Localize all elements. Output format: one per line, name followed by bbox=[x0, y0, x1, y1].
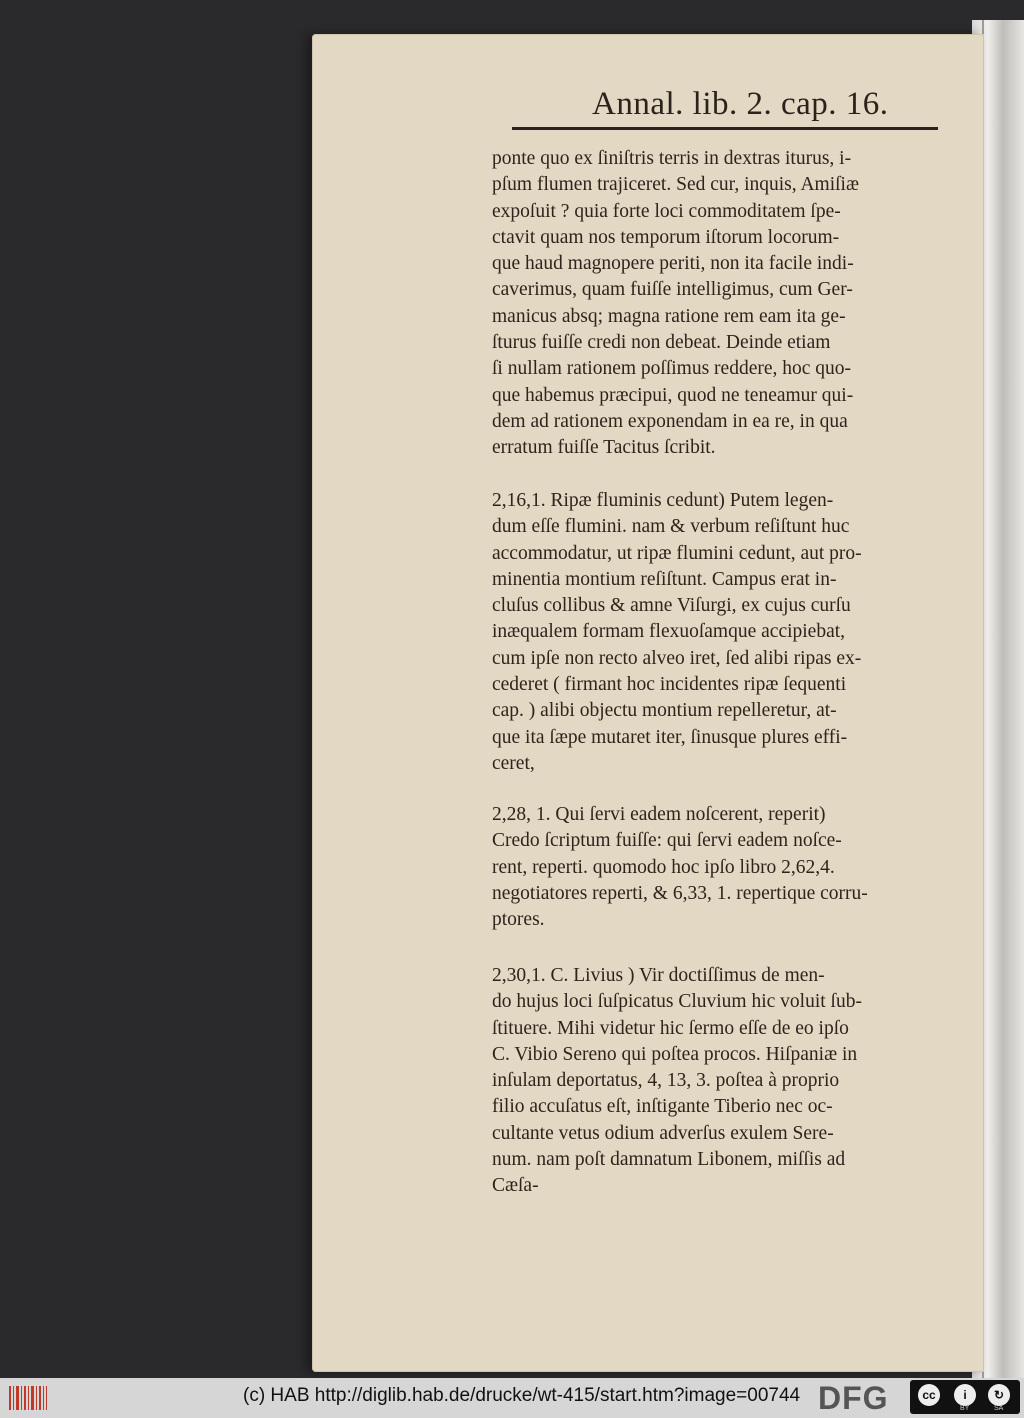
text-line: num. nam poſt damnatum Libonem, miſſis ad bbox=[492, 1149, 846, 1171]
text-line: filio accuſatus eſt, inſtigante Tiberio nec oc- bbox=[492, 1096, 833, 1118]
text-line: negotiatores reperti, & 6,33, 1. repertique corru- bbox=[492, 882, 868, 904]
sa-icon: ↻ bbox=[988, 1384, 1010, 1406]
by-icon: i bbox=[954, 1384, 976, 1406]
text-line: 2,16,1. Ripæ fluminis cedunt) Putem legen- bbox=[492, 490, 834, 511]
catchword: Cæſa- bbox=[492, 1175, 539, 1197]
text-line: inſulam deportatus, 4, 13, 3. poſtea à proprio bbox=[492, 1070, 840, 1092]
barcode-icon bbox=[8, 1384, 48, 1412]
text-line: dum eſſe flumini. nam & verbum reſiſtunt huc bbox=[492, 516, 850, 538]
text-line: cluſus collibus & amne Viſurgi, ex cujus curſu bbox=[492, 595, 851, 617]
copyright-link[interactable]: (c) HAB http://diglib.hab.de/drucke/wt-415/start.htm?image=00744 bbox=[243, 1385, 801, 1406]
text-line: cultante vetus odium adverſus exulem Sere- bbox=[492, 1122, 834, 1144]
cc-icon: cc bbox=[918, 1384, 940, 1406]
text-line: rent, reperti. quomodo hoc ipſo libro 2,62,4. bbox=[492, 856, 835, 878]
text-line: cum ipſe non recto alveo iret, ſed alibi ripas ex- bbox=[492, 647, 862, 669]
text-line: C. Vibio Sereno qui poſtea procos. Hiſpaniæ in bbox=[492, 1043, 858, 1065]
text-line: que ita ſæpe mutaret iter, ſinusque plures effi- bbox=[492, 726, 848, 748]
text-line: dem ad rationem exponendam in ea re, in qua bbox=[492, 410, 848, 432]
text-line: ceret, bbox=[492, 752, 535, 774]
text-line: manicus absq; magna ratione rem eam ita ge- bbox=[492, 305, 846, 327]
paragraph-4 bbox=[492, 963, 947, 1200]
paragraph-3 bbox=[492, 802, 947, 933]
text-line: cap. ) alibi objectu montium repelleretur, at- bbox=[492, 700, 837, 722]
sa-label: SA bbox=[994, 1405, 1004, 1412]
running-head: Annal. lib. 2. cap. 16. bbox=[592, 86, 889, 122]
text-line: que haud magnopere periti, non ita facile indi- bbox=[492, 253, 854, 275]
text-line: minentia montium reſiſtunt. Campus erat in- bbox=[492, 568, 837, 590]
text-line: erratum fuiſſe Tacitus ſcribit. bbox=[492, 437, 716, 459]
by-label: BY bbox=[960, 1405, 970, 1412]
text-line: 2,30,1. C. Livius ) Vir doctiſſimus de men- bbox=[492, 965, 825, 986]
text-line: pſum flumen trajiceret. Sed cur, inquis, Amiſiæ bbox=[492, 174, 859, 196]
text-line: ſturus fuiſſe credi non debeat. Deinde etiam bbox=[492, 332, 831, 354]
text-line: ptores. bbox=[492, 909, 545, 931]
text-line: ctavit quam nos temporum iſtorum locorum- bbox=[492, 226, 840, 248]
dfg-logo: DFG bbox=[818, 1380, 889, 1416]
text-line: 2,28, 1. Qui ſervi eadem noſcerent, reperit) bbox=[492, 804, 826, 825]
text-line: que habemus præcipui, quod ne teneamur qui- bbox=[492, 384, 854, 406]
text-line: ponte quo ex ſiniſtris terris in dextras iturus, i- bbox=[492, 148, 852, 169]
text-line: do hujus loci ſuſpicatus Cluvium hic voluit ſub- bbox=[492, 991, 862, 1013]
text-line: inæqualem formam flexuoſamque accipiebat, bbox=[492, 621, 846, 643]
text-line: cederet ( firmant hoc incidentes ripæ ſequenti bbox=[492, 674, 847, 696]
text-line: caverimus, quam fuiſſe intelligimus, cum Ger- bbox=[492, 279, 853, 301]
paragraph-2 bbox=[492, 488, 947, 777]
text-line: Credo ſcriptum fuiſſe: qui ſervi eadem noſce- bbox=[492, 830, 842, 852]
paragraph-1 bbox=[492, 146, 947, 462]
cc-license-badge[interactable] bbox=[910, 1380, 1020, 1414]
head-rule bbox=[512, 127, 938, 130]
text-line: ſtituere. Mihi videtur hic ſermo eſſe de eo ipſo bbox=[492, 1017, 849, 1039]
text-line: accommodatur, ut ripæ flumini cedunt, aut pro- bbox=[492, 542, 862, 564]
text-line: expoſuit ? quia forte loci commoditatem ſpe- bbox=[492, 200, 841, 222]
text-line: ſi nullam rationem poſſimus reddere, hoc quo- bbox=[492, 358, 852, 380]
